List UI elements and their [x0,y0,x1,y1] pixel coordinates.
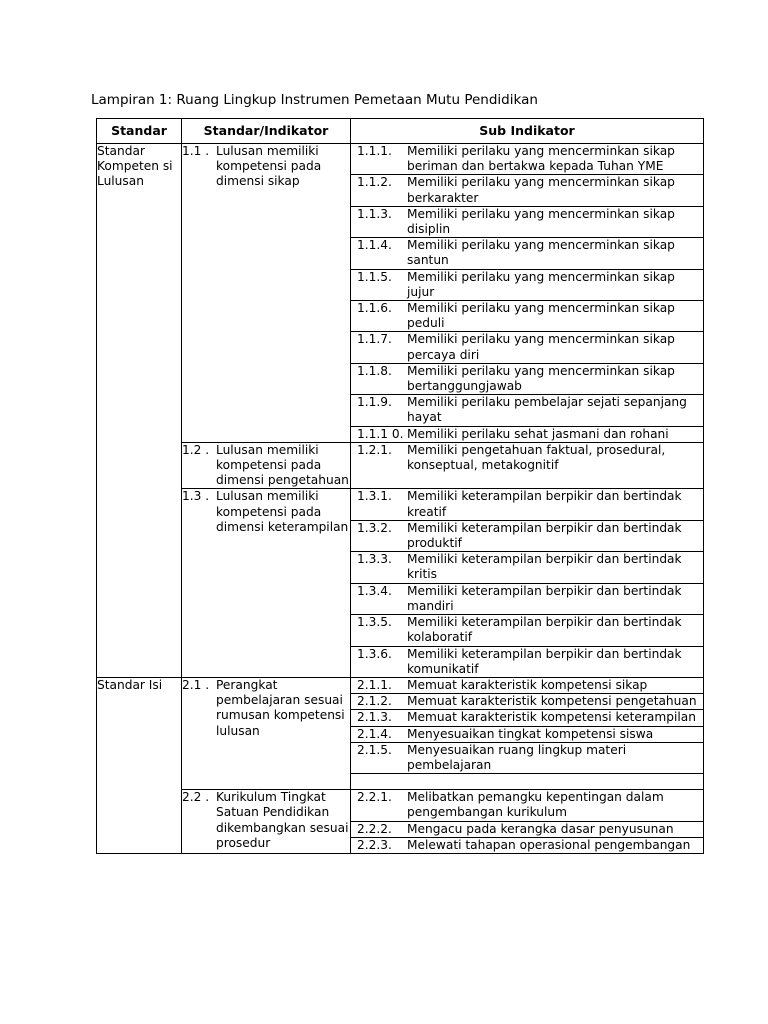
sub-indicator-item [351,790,703,821]
sub-indicator-item [351,270,703,301]
sub-indicator-text: Memuat karakteristik kompetensi sikap [407,677,648,692]
sub-indicator-number: 2.1.1. [357,677,392,692]
sub-indicator-number: 1.1.8. [357,363,392,378]
indicator-number: 1.1 . [182,144,210,158]
sub-indicator-item [351,647,703,677]
instrument-table [96,118,704,854]
sub-indicator-item [351,238,703,269]
table-row [97,442,704,489]
indicator-cell [182,442,351,489]
sub-indicator-number: 2.1.2. [357,694,392,709]
sub-indicator-item [351,743,703,774]
sub-indicator-item [351,838,703,853]
sub-indicator-item [351,521,703,552]
sub-indicator-text: Menyesuaikan ruang lingkup materi pembelajaran [407,742,627,772]
sub-indicator-item [351,710,703,726]
sub-indicator-number: 2.1.5. [357,742,392,757]
sub-indicator-item [351,144,703,175]
sub-indicator-text: Memiliki keterampilan berpikir dan bertindak kritis [407,552,682,582]
document-title: Lampiran 1: Ruang Lingkup Instrumen Pemetaan Mutu Pendidikan [91,92,538,108]
sub-indicator-number: 1.1.4. [357,238,392,253]
sub-indicator-text: Memiliki keterampilan berpikir dan bertindak mandiri [407,583,682,613]
sub-indicator-number: 1.3.4. [357,583,392,598]
sub-indicator-text: Memiliki perilaku yang mencerminkan sikap percaya diri [407,332,675,362]
sub-indicator-number: 2.2.3. [357,837,392,852]
sub-indicator-item [351,427,703,442]
indicator-text: Lulusan memiliki kompetensi pada dimensi sikap [216,144,322,189]
indicator-number: 2.2 . [182,790,210,805]
sub-indicator-number: 1.2.1. [357,442,392,457]
sub-indicator-number: 2.1.4. [357,726,392,741]
sub-indicator-text: Memiliki perilaku yang mencerminkan sikap bertanggungjawab [407,363,675,394]
sub-indicator-item [351,332,703,363]
sub-indicator-text: Memiliki perilaku yang mencerminkan sikap berkarakter [407,175,675,205]
table-row [97,790,704,854]
sub-indicator-cell [351,144,704,443]
table-row [97,144,704,443]
sub-indicator-item [351,175,703,206]
sub-indicator-text: Memiliki perilaku yang mencerminkan sikap beriman dan bertakwa kepada Tuhan YME [407,144,675,174]
table-row [97,489,704,677]
sub-indicator-item [351,694,703,710]
sub-indicator-number: 1.1.5. [357,269,392,284]
indicator-cell [182,144,351,443]
indicator-text: Lulusan memiliki kompetensi pada dimensi pengetahuan [216,442,349,488]
sub-indicator-text: Memiliki pengetahuan faktual, prosedural, konseptual, metakognitif [407,442,666,473]
sub-indicator-item [351,301,703,332]
sub-indicator-item [351,207,703,238]
indicator-text: Kurikulum Tingkat Satuan Pendidikan dikembangkan sesuai prosedur [216,790,349,850]
sub-indicator-text: Memiliki keterampilan berpikir dan bertindak produktif [407,520,682,551]
sub-indicator-text: Memuat karakteristik kompetensi pengetahuan [407,694,697,709]
sub-indicator-number: 1.1.3. [357,206,392,221]
sub-indicator-number: 1.3.1. [357,489,392,504]
sub-indicator-item [351,727,703,743]
sub-indicator-item [351,489,703,520]
sub-indicator-item [351,615,703,646]
header-sub-indikator: Sub Indikator [351,119,704,144]
indicator-number: 1.2 . [182,442,210,457]
sub-indicator-number: 1.1.9. [357,395,392,410]
sub-indicator-number: 1.3.3. [357,552,392,567]
sub-indicator-item [351,584,703,615]
sub-indicator-cell [351,790,704,854]
indicator-cell [182,677,351,789]
sub-indicator-text: Melewati tahapan operasional pengembangan [407,837,691,852]
sub-indicator-text [407,774,699,789]
sub-indicator-number: 1.3.2. [357,520,392,535]
sub-indicator-text: Memuat karakteristik kompetensi keterampilan [407,710,696,725]
sub-indicator-item [351,822,703,838]
sub-indicator-text: Mengacu pada kerangka dasar penyusunan [407,821,674,836]
sub-indicator-item [351,443,703,473]
standar-cell: Standar Kompeten si Lulusan [97,144,182,678]
indicator-number: 2.1 . [182,677,210,692]
indicator-number: 1.3 . [182,489,210,504]
table-header-row [97,119,704,144]
sub-indicator-text: Memiliki keterampilan berpikir dan bertindak komunikatif [407,646,682,676]
sub-indicator-text: Menyesuaikan tingkat kompetensi siswa [407,726,654,741]
sub-indicator-number: 1.1.7. [357,332,392,347]
sub-indicator-cell [351,489,704,677]
sub-indicator-number: 1.1.6. [357,301,392,316]
indicator-text: Lulusan memiliki kompetensi pada dimensi keterampilan [216,489,349,534]
sub-indicator-item [351,678,703,694]
sub-indicator-number: 1.3.5. [357,615,392,630]
sub-indicator-text: Memiliki perilaku yang mencerminkan sikap peduli [407,301,675,331]
sub-indicator-number: 2.2.1. [357,790,392,805]
sub-indicator-number: 2.2.2. [357,821,392,836]
standar-cell: Standar Isi [97,677,182,853]
sub-indicator-cell [351,442,704,489]
sub-indicator-text: Memiliki perilaku sehat jasmani dan rohani [407,426,669,441]
sub-indicator-text: Memiliki perilaku yang mencerminkan sikap disiplin [407,206,675,237]
sub-indicator-item [351,364,703,395]
sub-indicator-number [357,774,407,789]
indicator-cell [182,790,351,854]
sub-indicator-number: 1.1.1 0. [357,426,404,441]
indicator-text: Perangkat pembelajaran sesuai rumusan kompetensi lulusan [216,677,345,738]
sub-indicator-text: Memiliki keterampilan berpikir dan bertindak kreatif [407,489,682,519]
sub-indicator-item [351,552,703,583]
sub-indicator-text: Melibatkan pemangku kepentingan dalam pengembangan kurikulum [407,790,664,820]
sub-indicator-item [351,774,703,789]
sub-indicator-text: Memiliki perilaku yang mencerminkan sikap santun [407,238,675,268]
sub-indicator-number: 1.1.1. [357,144,392,158]
sub-indicator-text: Memiliki keterampilan berpikir dan bertindak kolaboratif [407,615,682,645]
table-row [97,677,704,789]
header-standar-indikator: Standar/Indikator [182,119,351,144]
sub-indicator-number: 1.1.2. [357,175,392,190]
indicator-cell [182,489,351,677]
sub-indicator-cell [351,677,704,789]
sub-indicator-text: Memiliki perilaku yang mencerminkan sikap jujur [407,269,675,299]
sub-indicator-item [351,395,703,426]
sub-indicator-number: 2.1.3. [357,710,392,725]
sub-indicator-number: 1.3.6. [357,646,392,661]
sub-indicator-text: Memiliki perilaku pembelajar sejati sepanjang hayat [407,395,687,425]
header-standar: Standar [97,119,182,144]
